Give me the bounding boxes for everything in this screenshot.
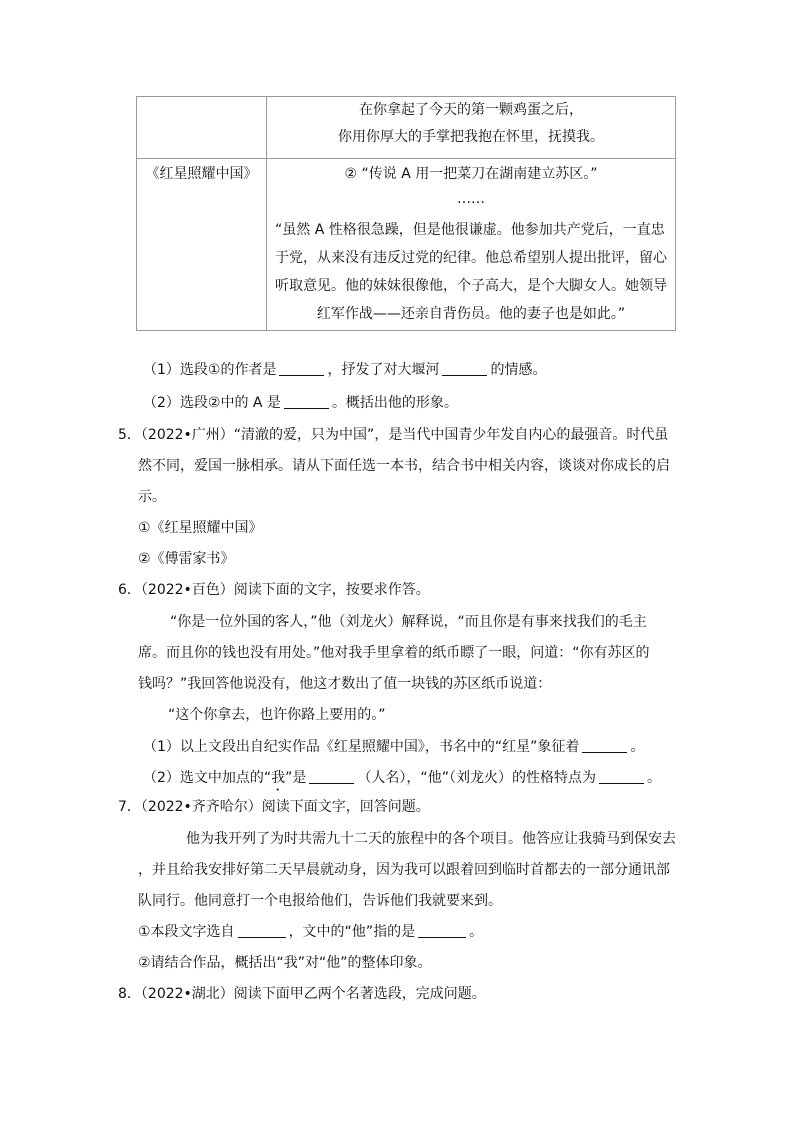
q7-passage-line-2: ，并且给我安排好第二天早晨就动身，因为我可以跟着回到临时首都去的一部分通讯部 [138, 862, 670, 878]
q5-option-2: ②《傅雷家书》 [138, 551, 235, 567]
question-number: 7． [118, 799, 141, 815]
excerpt-line-1: ② “传说 A 用一把菜刀在湖南建立苏区。” [344, 166, 598, 182]
answer-blank[interactable] [582, 738, 627, 753]
answer-blank[interactable] [284, 394, 329, 409]
q6-sub2-text-a: （2）选文中加点的“ [143, 770, 272, 786]
excerpt-para-line-1: “虽然 A 性格很急躁，但是他很谦虚。他参加共产党后，一直忠 [275, 222, 665, 238]
q6-intro [118, 580, 430, 600]
excerpt-table [136, 96, 676, 331]
q7-sub1-text-a: ①本段文字选自 [138, 924, 235, 940]
excerpt-para-line-4: 红军作战——还亲自背伤员。他的妻子也是如此。” [316, 306, 626, 322]
q4-sub1-text-c: 的情感。 [490, 362, 547, 378]
q4-sub2-text-b: 。概括出他的形象。 [331, 395, 458, 411]
q7-sub1-text-c: 。 [469, 924, 484, 940]
table-cell-excerpt [267, 159, 676, 331]
q5-option-1: ①《红星照耀中国》 [138, 520, 263, 536]
poem-line-2: 你用你厚大的手掌把我抱在怀里，抚摸我。 [338, 129, 604, 145]
q7-intro-text: （2022•齐齐哈尔）阅读下面文字，回答问题。 [140, 799, 430, 815]
poem-line-1: 在你拿起了今天的第一颗鸡蛋之后， [359, 102, 583, 118]
table-cell-poem [267, 97, 676, 159]
q7-sub1 [138, 922, 483, 942]
q5-line-1 [118, 425, 668, 445]
q7-passage-line-3: 队同行。他同意打一个电报给他们，告诉他们我就要来到。 [138, 893, 502, 909]
q6-sub2 [143, 768, 661, 794]
q8-intro [118, 984, 486, 1004]
q6-sub1 [143, 737, 644, 757]
q5-line-2: 然不同，爱国一脉相承。请从下面任选一本书，结合书中相关内容，谈谈对你成长的启 [138, 458, 670, 474]
dotted-character: 我 [271, 770, 286, 786]
q6-sub2-text-d: 。 [646, 770, 661, 786]
answer-blank[interactable] [309, 769, 354, 784]
answer-blank[interactable] [279, 361, 324, 376]
excerpt-paragraph [267, 216, 675, 328]
q6-passage-line-1: “你是一位外国的客人，”他（刘龙火）解释说，“而且你是有事来找我们的毛主 [170, 614, 647, 630]
q7-sub1-text-b: ，文中的“他”指的是 [288, 924, 416, 940]
table-cell-label [137, 159, 267, 331]
q6-intro-text: （2022•百色）阅读下面的文字，按要求作答。 [140, 582, 430, 598]
q8-intro-text: （2022•湖北）阅读下面甲乙两个名著选段，完成问题。 [140, 986, 486, 1002]
q4-sub1-text-b: ，抒发了对大堰河 [327, 362, 440, 378]
q7-sub2: ②请结合作品，概括出“我”对“他”的整体印象。 [138, 955, 432, 971]
excerpt-ellipsis: …… [457, 191, 485, 207]
q7-passage-line-1: 他为我开列了为时共需九十二天的旅程中的各个项目。他答应让我骑马到保安去 [186, 831, 676, 847]
table-row [137, 159, 676, 331]
q7-intro [118, 797, 430, 817]
q5-line-3: 示。 [138, 489, 166, 505]
answer-blank[interactable] [442, 361, 487, 376]
q6-sub1-text-a: （1）以上文段出自纪实作品《红星照耀中国》，书名中的“红星”象征着 [143, 739, 580, 755]
table-cell-empty [137, 97, 267, 159]
answer-blank[interactable] [599, 769, 644, 784]
q4-sub2 [143, 393, 458, 413]
q6-sub2-text-c: （人名），“他”（刘龙火）的性格特点为 [357, 770, 596, 786]
q4-sub1 [143, 360, 546, 380]
answer-blank[interactable] [418, 923, 466, 938]
q6-sub2-text-b: ”是 [285, 770, 307, 786]
q6-passage-line-3: 钱吗？”我回答他说没有，他这才数出了值一块钱的苏区纸币说道： [138, 676, 552, 692]
q6-passage-line-2: 席。而且你的钱也没有用处。”他对我手里拿着的纸币瞟了一眼，问道：“你有苏区的 [138, 645, 650, 661]
question-number: 8． [118, 986, 141, 1002]
q6-sub1-text-b: 。 [630, 739, 645, 755]
table-row [137, 97, 676, 159]
book-title-label: 《红星照耀中国》 [145, 166, 258, 182]
q6-passage-line-4: “这个你拿去，也许你路上要用的。” [168, 707, 386, 723]
excerpt-para-line-3: 听取意见。他的妹妹很像他，个子高大，是个大脚女人。她领导 [275, 278, 667, 294]
answer-blank[interactable] [238, 923, 286, 938]
q4-sub1-text-a: （1）选段①的作者是 [143, 362, 277, 378]
q4-sub2-text-a: （2）选段②中的 A 是 [143, 395, 281, 411]
excerpt-para-line-2: 于党，从来没有违反过党的纪律。他总希望别人提出批评，留心 [275, 250, 667, 266]
question-number: 5． [118, 427, 141, 443]
question-number: 6． [118, 582, 141, 598]
q5-text-1: （2022•广州）“清澈的爱，只为中国”，是当代中国青少年发自内心的最强音。时代虽 [140, 427, 669, 443]
